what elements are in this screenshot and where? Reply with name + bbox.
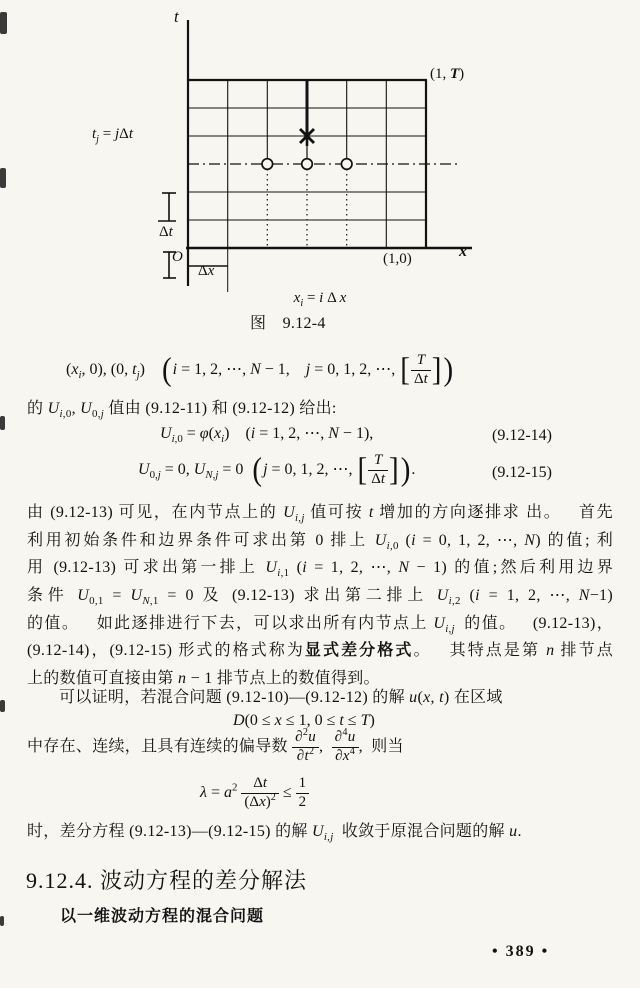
equation-9-12-14: $U_{i,0} = \varphi(x_i)$ (i = 1, 2, ⋯, N − 1), [160,425,374,446]
paragraph-line: 的值。 如此逐排进行下去，可以求出所有内节点上 $U_{i,j}$ 的值。 (9.12-13)， [27,614,613,635]
stencil-circle [262,159,273,170]
paragraph-line: (9.12-14)，(9.12-15) 形式的格式称为显式差分格式。 其特点是第 n 排节点 [27,642,613,660]
row-t-label: $t_j = j\Delta t$ [92,126,133,145]
paragraph-line: 利用初始条件和边界条件可求出第 0 排上 $U_{i,0}$ (i = 0, 1, 2, ⋯, N) 的值; 利 [27,531,613,552]
section-heading: 9.12.4. 波动方程的差分解法 [26,868,308,893]
scan-artifact [0,916,4,926]
explicit-scheme-paragraph [27,499,613,693]
origin-label: O [172,249,183,265]
paragraph-line: 条件 $U_{0,1} = U_{N,1} = 0$ 及 (9.12-13) 求出第二排上 $U_{i,2}$ (i = 1, 2, ⋯, N−1) [27,587,613,608]
continuity-line: 中存在、连续，且具有连续的偏导数 $\frac{\partial^2u}{\partial t^2}$ , $\frac{\partial^4u}{\partial x^4}$ , 则当 [27,727,404,764]
bottom-right-coordinate-label: (1,0) [383,251,412,267]
conclusion-line: 时，差分方程 (9.12-13)—(9.12-15) 的解 $U_{i,j}$ 收敛于原混合问题的解 u. [27,823,522,844]
t-axis-label: t [174,7,179,26]
paragraph-line: 上的数值可直接由第 n − 1 排节点上的数值得到。 [27,670,380,688]
convergence-intro-line: 可以证明，若混合问题 (9.12-10)—(9.12-12) 的解 u(x, t) 在区域 [59,689,503,706]
lambda-condition-formula: $\lambda = a^2$ $\frac{\Delta t}{(\Delta x)^2}$ ≤ $\frac{1}{2}$ [200,776,309,811]
stencil-circle [302,159,313,170]
paragraph-line: 用 (9.12-13) 可求出第一排上 $U_{i,1}$ (i = 1, 2, ⋯, N − 1) 的值;然后利用边界 [27,559,613,580]
domain-formula: D(0 ≤ x ≤ 1, 0 ≤ t ≤ T) [233,712,375,729]
stencil-circle [341,159,352,170]
top-right-coordinate-label: (1, T) [430,66,465,82]
x-axis-label: x [459,243,467,260]
delta-x-label: Δx [198,263,215,279]
scan-artifact [0,416,5,430]
equation-9-12-15: $U_{0,j} = 0$, $U_{N,j} = 0$ (j = 0, 1, 2, ⋯, [ $\frac{T}{\Delta t}$ ]). [138,451,416,488]
grid-node-formula: $x_i = i$ Δ x [293,290,347,309]
page-number: • 389 • [492,943,550,960]
delta-t-label: Δt [159,224,173,240]
figure-9-12-4 [0,0,640,345]
paragraph-line: 由 (9.12-13) 可见，在内节点上的 $U_{i,j}$ 值可按 t 增加的方向逐排求 出。 首先 [27,504,613,525]
equation-number-9-12-15: (9.12-15) [492,464,552,481]
section-subheading: 以一维波动方程的混合问题 [60,908,265,925]
equation-number-9-12-14: (9.12-14) [492,427,552,444]
values-given-line: 的 $U_{i,0}$, $U_{0,j}$ 值由 (9.12-11) 和 (9.12-12) 给出: [27,400,337,421]
scan-artifact [0,700,5,712]
node-condition-formula: ($x_i$, 0), (0, $t_j$) (i = 1, 2, ⋯, N − 1, j = 0, 1, 2, ⋯, [ $\frac{T}{\Delta t}$ ]) [66,351,454,388]
figure-caption: 图 9.12-4 [250,315,326,332]
